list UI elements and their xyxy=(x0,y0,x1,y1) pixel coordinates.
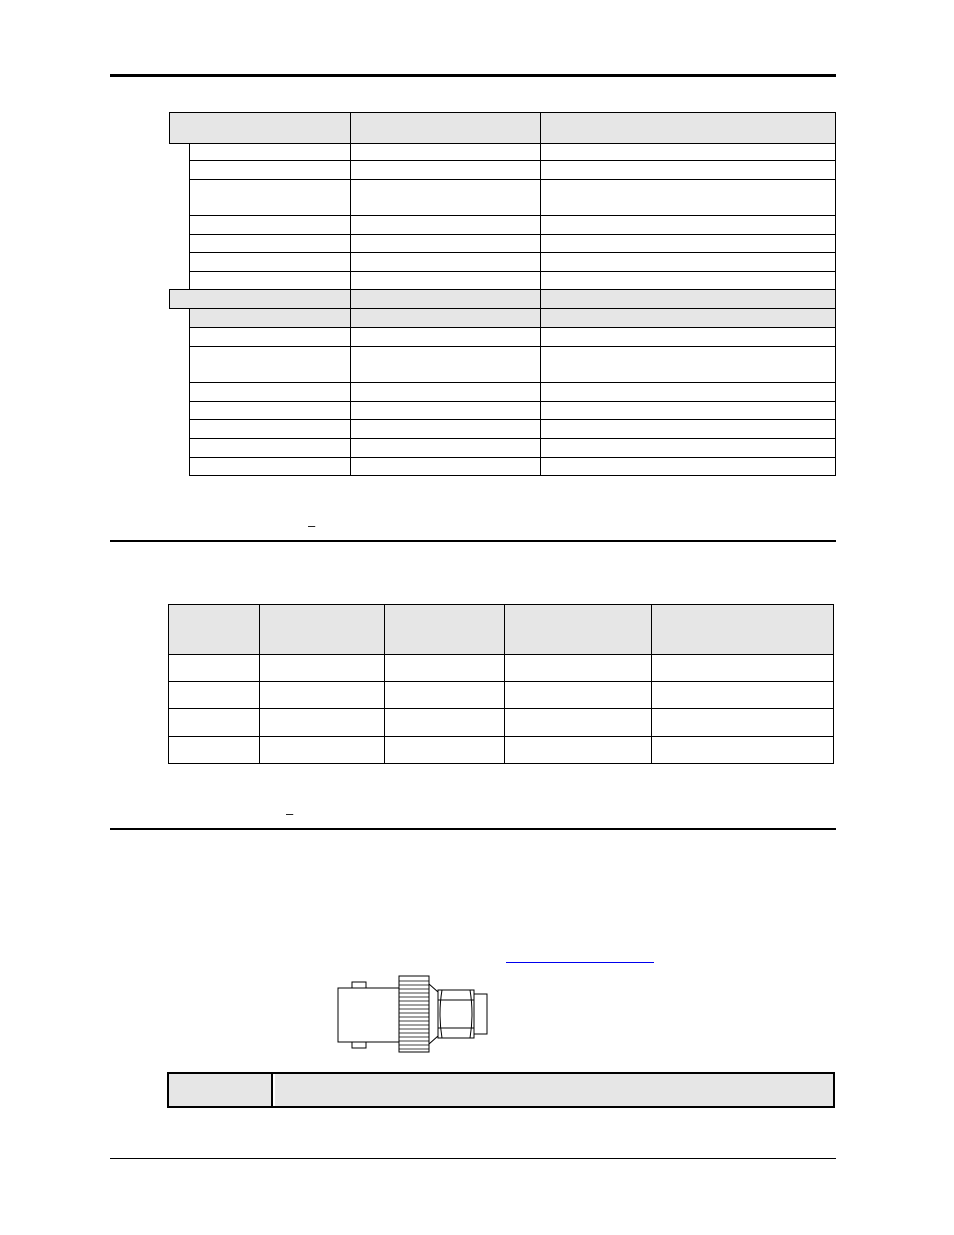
table-cell xyxy=(259,654,385,682)
table-group-header xyxy=(169,289,351,309)
table-cell xyxy=(350,308,541,328)
table-cell xyxy=(540,179,836,216)
table-cell xyxy=(189,438,351,458)
table-cell xyxy=(540,419,836,439)
table-cell xyxy=(504,708,652,737)
table-cell xyxy=(504,654,652,682)
table-cell xyxy=(540,327,836,347)
table-cell xyxy=(540,457,836,476)
table-cell xyxy=(168,654,260,682)
table-cell xyxy=(384,654,505,682)
table-cell xyxy=(350,327,541,347)
table-cell xyxy=(350,215,541,235)
table-cell xyxy=(540,308,836,328)
table-cell xyxy=(168,681,260,709)
table-header-cell xyxy=(540,112,836,144)
table-cell xyxy=(540,382,836,402)
table-cell xyxy=(651,708,834,737)
table-cell xyxy=(540,271,836,290)
table-cell xyxy=(259,681,385,709)
table-header-cell xyxy=(259,604,385,655)
table-cell xyxy=(350,401,541,420)
table-cell xyxy=(540,215,836,235)
table-cell xyxy=(504,681,652,709)
section-rule xyxy=(110,828,836,830)
table-cell xyxy=(189,234,351,253)
table-cell xyxy=(651,681,834,709)
table-cell xyxy=(350,160,541,180)
table-cell xyxy=(540,143,836,161)
table-cell xyxy=(350,382,541,402)
table-cell xyxy=(350,143,541,161)
table-cell xyxy=(189,382,351,402)
table-cell xyxy=(189,308,351,328)
table-cell xyxy=(350,179,541,216)
table-cell xyxy=(540,401,836,420)
table-cell xyxy=(540,346,836,383)
table-cell xyxy=(189,215,351,235)
table-cell xyxy=(189,419,351,439)
table-header-cell xyxy=(384,604,505,655)
section-heading-dash: – xyxy=(308,518,316,533)
table-cell xyxy=(350,271,541,290)
table-cell xyxy=(189,457,351,476)
table-cell xyxy=(540,252,836,272)
web-link-underline[interactable] xyxy=(506,962,654,963)
table-cell xyxy=(189,160,351,180)
table-group-header-cell xyxy=(540,289,836,309)
table-header-cell xyxy=(504,604,652,655)
table-cell xyxy=(350,346,541,383)
table-cell xyxy=(384,681,505,709)
note-box xyxy=(167,1072,835,1108)
note-text xyxy=(275,1074,833,1106)
table-cell xyxy=(651,654,834,682)
table-cell xyxy=(540,438,836,458)
note-label xyxy=(169,1074,273,1106)
table-cell xyxy=(259,736,385,764)
table-cell xyxy=(189,401,351,420)
table-header-cell xyxy=(350,112,541,144)
table-cell xyxy=(350,438,541,458)
table-cell xyxy=(350,419,541,439)
table-cell xyxy=(350,457,541,476)
table-cell xyxy=(189,252,351,272)
table-cell xyxy=(540,160,836,180)
footer-rule xyxy=(110,1158,836,1159)
table-cell xyxy=(189,327,351,347)
section-heading-dash: – xyxy=(286,806,294,821)
section-rule xyxy=(110,540,836,542)
bnc-to-sma-adapter-icon xyxy=(334,972,494,1054)
table-cell xyxy=(350,252,541,272)
table-cell xyxy=(540,234,836,253)
table-group-header-cell xyxy=(350,289,541,309)
table-header-cell xyxy=(169,112,351,144)
table-cell xyxy=(168,708,260,737)
table-cell xyxy=(168,736,260,764)
table-cell xyxy=(259,708,385,737)
table-cell xyxy=(384,708,505,737)
table-cell xyxy=(504,736,652,764)
table-header-cell xyxy=(168,604,260,655)
table-cell xyxy=(189,271,351,290)
header-rule xyxy=(110,74,836,77)
table-cell xyxy=(189,179,351,216)
table-header-cell xyxy=(651,604,834,655)
table-cell xyxy=(651,736,834,764)
table-cell xyxy=(384,736,505,764)
table-cell xyxy=(350,234,541,253)
table-cell xyxy=(189,143,351,161)
table-cell xyxy=(189,346,351,383)
